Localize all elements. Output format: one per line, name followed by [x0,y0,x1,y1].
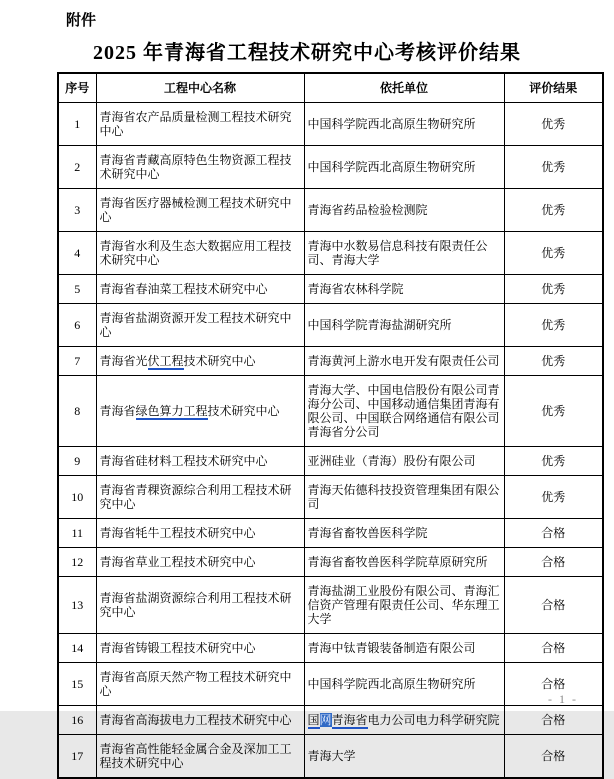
cell-text: 青海省农林科学院 [307,282,404,296]
cell-center-name [96,103,304,146]
cell-index [58,103,96,146]
cell-text: 2 [74,160,81,174]
cell-supporting-unit [304,706,504,735]
cell-text: 16 [71,713,84,727]
cell-text: 8 [74,404,81,418]
proofing-underlined-text: 国 [307,713,320,727]
cell-text: 技术研究中心 [207,404,280,418]
cell-text: 1 [74,117,81,131]
cell-index [58,548,96,577]
cell-evaluation-result [504,447,603,476]
cell-evaluation-result [504,634,603,663]
cell-evaluation-result [504,347,603,376]
cell-text: 7 [74,354,81,368]
table-row [58,447,603,476]
cell-text: 12 [71,555,84,569]
table-row [58,706,603,735]
proofing-underlined-text: 青海省 [331,713,368,727]
cell-text: 青海省青稞资源综合利用工程技术研究中心 [99,483,292,511]
cell-text: 青海黄河上游水电开发有限责任公司 [307,354,500,368]
table-row [58,275,603,304]
cell-supporting-unit [304,548,504,577]
cell-text: 青海省畜牧兽医科学院 [307,526,428,540]
cell-center-name [96,519,304,548]
cell-text: 青海省高原天然产物工程技术研究中心 [99,670,292,698]
cell-evaluation-result [504,476,603,519]
proofing-underlined-text: 绿色算力工程 [135,404,208,418]
cell-text: 15 [71,677,84,691]
cell-text: 优秀 [541,282,566,296]
cell-center-name [96,232,304,275]
cell-evaluation-result [504,548,603,577]
cell-evaluation-result [504,146,603,189]
cell-center-name [96,548,304,577]
cell-text: 优秀 [541,490,566,504]
table-row [58,577,603,634]
cell-center-name [96,275,304,304]
column-header-1: 工程中心名称 [96,73,304,103]
cell-text: 青海盐湖工业股份有限公司、青海汇信资产管理有限责任公司、华东理工大学 [307,584,500,626]
cell-text: 11 [71,526,84,540]
cell-evaluation-result [504,103,603,146]
cell-text: 青海省医疗器械检测工程技术研究中心 [99,196,292,224]
cell-index [58,447,96,476]
cell-center-name [96,706,304,735]
cell-text: 青海省春油菜工程技术研究中心 [99,282,268,296]
cell-index [58,476,96,519]
cell-index [58,347,96,376]
cell-center-name [96,476,304,519]
table-row [58,519,603,548]
cell-center-name [96,663,304,706]
cell-evaluation-result [504,189,603,232]
cell-index [58,189,96,232]
cell-evaluation-result [504,376,603,447]
cell-text: 青海省草业工程技术研究中心 [99,555,256,569]
cell-supporting-unit [304,232,504,275]
cell-supporting-unit [304,663,504,706]
cell-evaluation-result [504,735,603,779]
table-row [58,634,603,663]
table-row [58,548,603,577]
results-table [57,72,604,779]
table-body [58,103,603,779]
cell-text: 合格 [541,713,566,727]
cell-text: 青海中钛青锻装备制造有限公司 [307,641,476,655]
table-row [58,347,603,376]
cell-text: 合格 [541,641,566,655]
cell-text: 青海省盐湖资源综合利用工程技术研究中心 [99,591,292,619]
cell-text: 青海省牦牛工程技术研究中心 [99,526,256,540]
cell-text: 青海省水利及生态大数据应用工程技术研究中心 [99,239,292,267]
cell-index [58,146,96,189]
cell-index [58,275,96,304]
cell-supporting-unit [304,376,504,447]
cell-text: 合格 [541,598,566,612]
cell-evaluation-result [504,304,603,347]
cell-text: 青海大学 [307,749,356,763]
cell-supporting-unit [304,476,504,519]
table-row [58,735,603,779]
cell-text: 电力公司电力科学研究院 [367,713,500,727]
cell-supporting-unit [304,103,504,146]
cell-index [58,519,96,548]
cell-text: 中国科学院西北高原生物研究所 [307,117,476,131]
cell-text: 青海省药品检验检测院 [307,203,428,217]
cell-text: 14 [71,641,84,655]
proofing-underlined-text: 伏工程 [147,354,184,368]
results-table-container [57,72,602,779]
cell-text: 中国科学院西北高原生物研究所 [307,677,476,691]
table-header [58,73,603,103]
cell-evaluation-result [504,706,603,735]
cell-supporting-unit [304,634,504,663]
cell-index [58,663,96,706]
table-header-row [58,73,603,103]
cell-center-name [96,634,304,663]
cell-text: 青海省硅材料工程技术研究中心 [99,454,268,468]
cell-index [58,577,96,634]
cell-center-name [96,347,304,376]
cell-center-name [96,577,304,634]
cell-text: 17 [71,749,84,763]
cell-supporting-unit [304,735,504,779]
cell-text: 青海大学、中国电信股份有限公司青海分公司、中国移动通信集团青海有限公司、中国联合网络通信有限公司青海省分公司 [307,383,500,439]
cell-text: 技术研究中心 [183,354,256,368]
cell-text: 6 [74,318,81,332]
cell-index [58,304,96,347]
page-number: - 1 - [548,692,578,706]
cell-text: 中国科学院青海盐湖研究所 [307,318,452,332]
cell-center-name [96,146,304,189]
cell-evaluation-result [504,519,603,548]
cell-text: 3 [74,203,81,217]
cell-text: 青海省盐湖资源开发工程技术研究中心 [99,311,292,339]
cell-index [58,376,96,447]
cell-supporting-unit [304,519,504,548]
cell-text: 优秀 [541,117,566,131]
cell-center-name [96,304,304,347]
cell-center-name [96,189,304,232]
cell-text: 5 [74,282,81,296]
cell-evaluation-result [504,275,603,304]
table-row [58,146,603,189]
cell-text: 青海省 [99,404,136,418]
cell-text: 青海中水数易信息科技有限责任公司、青海大学 [307,239,488,267]
cell-supporting-unit [304,577,504,634]
column-header-0: 序号 [58,73,96,103]
cell-text: 4 [74,246,81,260]
table-row [58,304,603,347]
page-title: 2025 年青海省工程技术研究中心考核评价结果 [93,42,521,64]
cell-text: 青海省畜牧兽医科学院草原研究所 [307,555,488,569]
cell-index [58,634,96,663]
cell-text: 优秀 [541,246,566,260]
column-header-2: 依托单位 [304,73,504,103]
cell-text: 合格 [541,555,566,569]
cell-supporting-unit [304,304,504,347]
cell-evaluation-result [504,232,603,275]
cell-text: 优秀 [541,203,566,217]
cell-text: 青海天佑德科技投资管理集团有限公司 [307,483,500,511]
cell-center-name [96,447,304,476]
highlighted-text: 网 [319,713,332,727]
cell-supporting-unit [304,146,504,189]
table-row [58,376,603,447]
cell-text: 青海省光 [99,354,148,368]
cell-text: 优秀 [541,454,566,468]
cell-text: 优秀 [541,404,566,418]
cell-text: 10 [71,490,84,504]
cell-evaluation-result [504,577,603,634]
cell-text: 青海省农产品质量检测工程技术研究中心 [99,110,292,138]
column-header-3: 评价结果 [504,73,603,103]
cell-text: 亚洲硅业（青海）股份有限公司 [307,454,476,468]
cell-text: 青海省高海拔电力工程技术研究中心 [99,713,292,727]
cell-center-name [96,735,304,779]
cell-text: 青海省高性能轻金属合金及深加工工程技术研究中心 [99,742,292,770]
table-row [58,476,603,519]
cell-index [58,232,96,275]
cell-text: 优秀 [541,318,566,332]
table-row [58,189,603,232]
cell-supporting-unit [304,189,504,232]
table-row [58,103,603,146]
cell-text: 青海省青藏高原特色生物资源工程技术研究中心 [99,153,292,181]
cell-text: 13 [71,598,84,612]
cell-supporting-unit [304,275,504,304]
cell-index [58,706,96,735]
cell-text: 合格 [541,677,566,691]
cell-text: 9 [74,454,81,468]
cell-text: 中国科学院西北高原生物研究所 [307,160,476,174]
cell-center-name [96,376,304,447]
table-row [58,663,603,706]
cell-text: 合格 [541,749,566,763]
cell-text: 青海省铸锻工程技术研究中心 [99,641,256,655]
cell-text: 合格 [541,526,566,540]
cell-text: 优秀 [541,354,566,368]
cell-supporting-unit [304,347,504,376]
cell-supporting-unit [304,447,504,476]
attachment-label: 附件 [66,12,97,29]
table-row [58,232,603,275]
cell-text: 优秀 [541,160,566,174]
cell-index [58,735,96,779]
